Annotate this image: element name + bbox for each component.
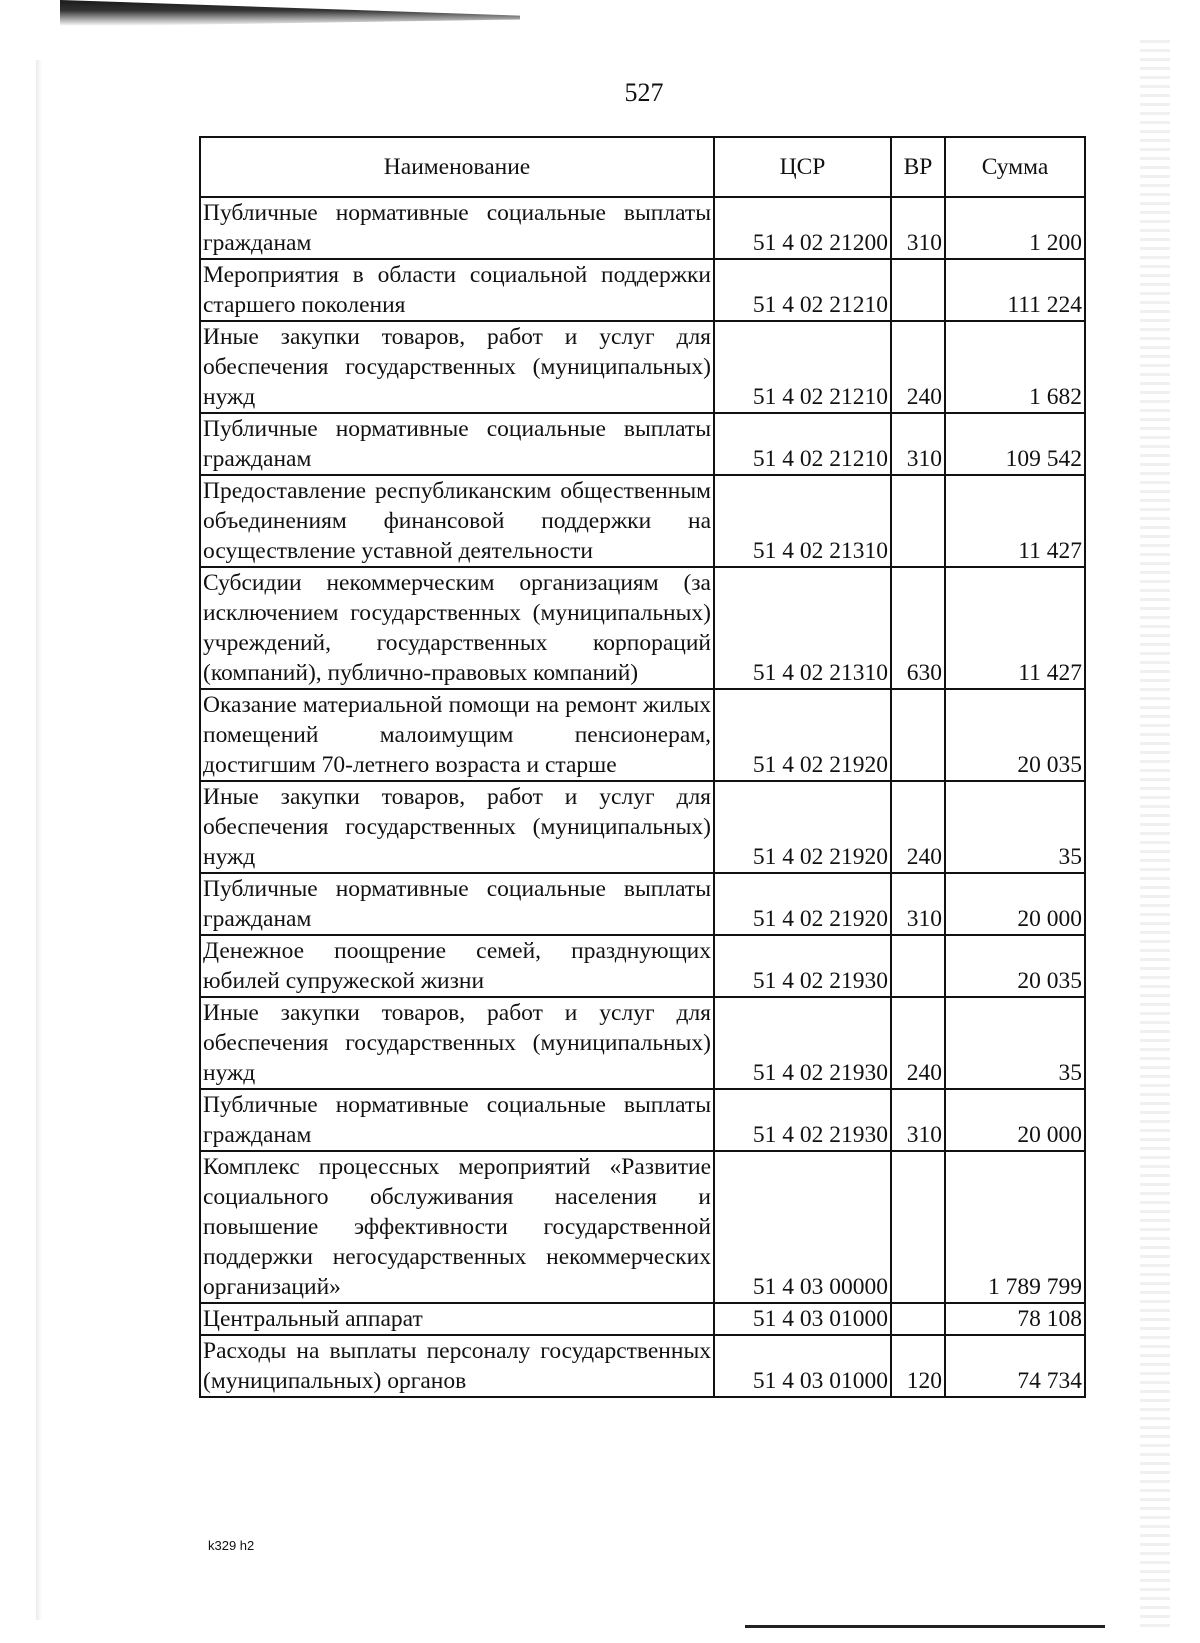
cell-sum: 11 427 [945, 475, 1085, 567]
table-row [200, 1151, 1085, 1303]
cell-sum: 20 000 [945, 1089, 1085, 1151]
table-row [200, 997, 1085, 1089]
cell-csr: 51 4 02 21310 [714, 567, 891, 689]
cell-vr: 240 [891, 781, 945, 873]
cell-csr: 51 4 03 01000 [714, 1303, 891, 1335]
cell-sum: 35 [945, 997, 1085, 1089]
cell-vr [891, 1151, 945, 1303]
cell-csr: 51 4 03 01000 [714, 1335, 891, 1397]
header-vr: ВР [891, 137, 945, 197]
cell-sum: 1 200 [945, 197, 1085, 259]
footer-code: k329 h2 [208, 1538, 255, 1553]
cell-sum: 35 [945, 781, 1085, 873]
cell-name: Субсидии некоммерческим организациям (за исключением государственных (муниципальных) учреждений, государственных корпораций (компаний), публично-правовых компаний) [200, 567, 714, 689]
table-body [200, 197, 1085, 1397]
cell-vr: 310 [891, 873, 945, 935]
cell-csr: 51 4 02 21930 [714, 935, 891, 997]
cell-sum: 78 108 [945, 1303, 1085, 1335]
cell-name: Предоставление республиканским общественным объединениям финансовой поддержки на осуществление уставной деятельности [200, 475, 714, 567]
cell-name: Центральный аппарат [200, 1303, 714, 1335]
cell-name: Публичные нормативные социальные выплаты гражданам [200, 873, 714, 935]
cell-csr: 51 4 02 21310 [714, 475, 891, 567]
cell-name: Иные закупки товаров, работ и услуг для обеспечения государственных (муниципальных) нужд [200, 321, 714, 413]
table-row [200, 781, 1085, 873]
cell-sum: 74 734 [945, 1335, 1085, 1397]
cell-sum: 20 035 [945, 689, 1085, 781]
table-row [200, 1303, 1085, 1335]
cell-name: Публичные нормативные социальные выплаты гражданам [200, 413, 714, 475]
cell-vr [891, 1303, 945, 1335]
cell-name: Оказание материальной помощи на ремонт жилых помещений малоимущим пенсионерам, достигшим 70-летнего возраста и старше [200, 689, 714, 781]
scan-noise-right [1140, 40, 1170, 1630]
cell-sum: 20 000 [945, 873, 1085, 935]
cell-vr: 630 [891, 567, 945, 689]
table-row [200, 1089, 1085, 1151]
cell-csr: 51 4 02 21210 [714, 321, 891, 413]
table-row [200, 1335, 1085, 1397]
cell-csr: 51 4 02 21920 [714, 689, 891, 781]
header-csr: ЦСР [714, 137, 891, 197]
cell-name: Публичные нормативные социальные выплаты гражданам [200, 1089, 714, 1151]
budget-table [199, 136, 1086, 1398]
table-row [200, 689, 1085, 781]
cell-sum: 109 542 [945, 413, 1085, 475]
cell-sum: 1 682 [945, 321, 1085, 413]
cell-vr: 240 [891, 997, 945, 1089]
cell-sum: 11 427 [945, 567, 1085, 689]
cell-csr: 51 4 02 21930 [714, 1089, 891, 1151]
scan-line-bottom [745, 1625, 1105, 1628]
header-name: Наименование [200, 137, 714, 197]
cell-vr: 310 [891, 413, 945, 475]
cell-csr: 51 4 02 21210 [714, 259, 891, 321]
table-row [200, 935, 1085, 997]
cell-vr: 120 [891, 1335, 945, 1397]
cell-sum: 111 224 [945, 259, 1085, 321]
header-sum: Сумма [945, 137, 1085, 197]
cell-name: Денежное поощрение семей, празднующих юбилей супружеской жизни [200, 935, 714, 997]
cell-name: Мероприятия в области социальной поддержки старшего поколения [200, 259, 714, 321]
table-row [200, 321, 1085, 413]
table-row [200, 873, 1085, 935]
cell-vr: 310 [891, 1089, 945, 1151]
cell-sum: 20 035 [945, 935, 1085, 997]
cell-csr: 51 4 02 21210 [714, 413, 891, 475]
cell-name: Комплекс процессных мероприятий «Развитие социального обслуживания населения и повышение эффективности государственной поддержки негосударственных некоммерческих организаций» [200, 1151, 714, 1303]
cell-csr: 51 4 02 21200 [714, 197, 891, 259]
scan-shadow-left [36, 60, 42, 1620]
table-row [200, 475, 1085, 567]
cell-csr: 51 4 02 21930 [714, 997, 891, 1089]
cell-vr [891, 475, 945, 567]
cell-vr [891, 259, 945, 321]
scan-shadow-top [60, 0, 520, 26]
cell-name: Иные закупки товаров, работ и услуг для обеспечения государственных (муниципальных) нужд [200, 997, 714, 1089]
cell-vr [891, 935, 945, 997]
cell-name: Иные закупки товаров, работ и услуг для обеспечения государственных (муниципальных) нужд [200, 781, 714, 873]
cell-vr [891, 689, 945, 781]
cell-sum: 1 789 799 [945, 1151, 1085, 1303]
cell-csr: 51 4 03 00000 [714, 1151, 891, 1303]
cell-vr: 240 [891, 321, 945, 413]
cell-csr: 51 4 02 21920 [714, 873, 891, 935]
cell-vr: 310 [891, 197, 945, 259]
cell-csr: 51 4 02 21920 [714, 781, 891, 873]
table-row [200, 197, 1085, 259]
table-row [200, 567, 1085, 689]
cell-name: Публичные нормативные социальные выплаты гражданам [200, 197, 714, 259]
table-row [200, 413, 1085, 475]
page-number: 527 [624, 78, 664, 107]
table-header-row [200, 137, 1085, 197]
cell-name: Расходы на выплаты персоналу государственных (муниципальных) органов [200, 1335, 714, 1397]
table-row [200, 259, 1085, 321]
